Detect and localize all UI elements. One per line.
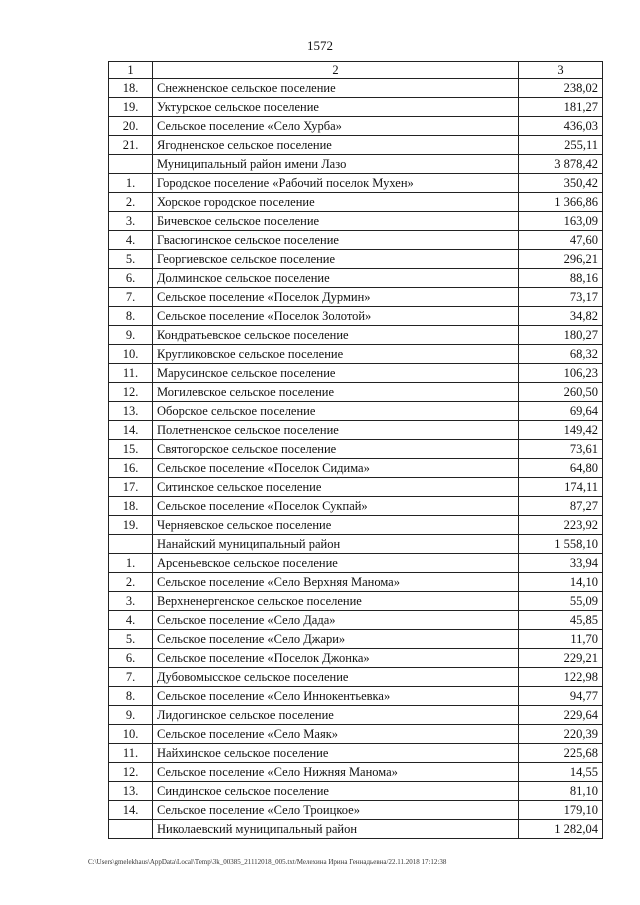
row-number: [109, 535, 153, 554]
row-value: 73,61: [519, 440, 603, 459]
header-col-2: 2: [153, 62, 519, 79]
row-name: Арсеньевское сельское поселение: [153, 554, 519, 573]
row-number: 3.: [109, 212, 153, 231]
row-name: Дубовомысское сельское поселение: [153, 668, 519, 687]
row-number: 2.: [109, 193, 153, 212]
table-row: [109, 782, 603, 801]
row-number: 10.: [109, 345, 153, 364]
table-row: [109, 554, 603, 573]
row-name: Бичевское сельское поселение: [153, 212, 519, 231]
row-number: 4.: [109, 231, 153, 250]
row-value: 1 366,86: [519, 193, 603, 212]
row-number: 6.: [109, 649, 153, 668]
row-value: 255,11: [519, 136, 603, 155]
row-value: 163,09: [519, 212, 603, 231]
table-row: [109, 345, 603, 364]
table-row: [109, 250, 603, 269]
row-value: 88,16: [519, 269, 603, 288]
row-name: Сельское поселение «Село Джари»: [153, 630, 519, 649]
row-number: 7.: [109, 288, 153, 307]
row-number: 2.: [109, 573, 153, 592]
table-row: [109, 193, 603, 212]
row-number: 8.: [109, 307, 153, 326]
row-number: 15.: [109, 440, 153, 459]
row-name: Долминское сельское поселение: [153, 269, 519, 288]
row-name: Марусинское сельское поселение: [153, 364, 519, 383]
table-row: [109, 611, 603, 630]
row-name: Сельское поселение «Село Троицкое»: [153, 801, 519, 820]
row-value: 229,64: [519, 706, 603, 725]
row-name: Ситинское сельское поселение: [153, 478, 519, 497]
row-value: 260,50: [519, 383, 603, 402]
row-value: 68,32: [519, 345, 603, 364]
table-row: [109, 649, 603, 668]
row-name: Хорское городское поселение: [153, 193, 519, 212]
data-table: [108, 61, 603, 839]
row-value: 64,80: [519, 459, 603, 478]
table-row: [109, 155, 603, 174]
row-value: 225,68: [519, 744, 603, 763]
row-name: Сельское поселение «Поселок Золотой»: [153, 307, 519, 326]
table-row: [109, 174, 603, 193]
row-name: Сельское поселение «Поселок Сидима»: [153, 459, 519, 478]
row-value: 122,98: [519, 668, 603, 687]
table-row: [109, 820, 603, 839]
table-row: [109, 402, 603, 421]
table-row: [109, 687, 603, 706]
table-row: [109, 98, 603, 117]
row-number: 17.: [109, 478, 153, 497]
row-value: 220,39: [519, 725, 603, 744]
row-value: 174,11: [519, 478, 603, 497]
table-row: [109, 592, 603, 611]
table-row: [109, 231, 603, 250]
row-name: Муниципальный район имени Лазо: [153, 155, 519, 174]
row-value: 14,10: [519, 573, 603, 592]
row-name: Сельское поселение «Село Иннокентьевка»: [153, 687, 519, 706]
header-col-1: 1: [109, 62, 153, 79]
table-row: [109, 459, 603, 478]
row-value: 1 282,04: [519, 820, 603, 839]
row-number: 10.: [109, 725, 153, 744]
table-row: [109, 288, 603, 307]
row-value: 223,92: [519, 516, 603, 535]
table-row: [109, 516, 603, 535]
row-value: 106,23: [519, 364, 603, 383]
table-row: [109, 136, 603, 155]
row-name: Сельское поселение «Поселок Сукпай»: [153, 497, 519, 516]
row-value: 45,85: [519, 611, 603, 630]
table-row: [109, 326, 603, 345]
row-value: 47,60: [519, 231, 603, 250]
table-header-row: [109, 62, 603, 79]
row-value: 296,21: [519, 250, 603, 269]
row-number: 18.: [109, 79, 153, 98]
row-number: 9.: [109, 706, 153, 725]
row-number: [109, 820, 153, 839]
table-row: [109, 79, 603, 98]
row-value: 3 878,42: [519, 155, 603, 174]
row-number: 8.: [109, 687, 153, 706]
row-name: Сельское поселение «Село Хурба»: [153, 117, 519, 136]
table-row: [109, 801, 603, 820]
row-value: 94,77: [519, 687, 603, 706]
table-row: [109, 744, 603, 763]
table-row: [109, 668, 603, 687]
row-name: Сельское поселение «Село Маяк»: [153, 725, 519, 744]
row-name: Могилевское сельское поселение: [153, 383, 519, 402]
row-name: Снежненское сельское поселение: [153, 79, 519, 98]
row-value: 1 558,10: [519, 535, 603, 554]
table-row: [109, 573, 603, 592]
row-value: 34,82: [519, 307, 603, 326]
table-row: [109, 364, 603, 383]
table-row: [109, 383, 603, 402]
row-name: Сельское поселение «Село Нижняя Манома»: [153, 763, 519, 782]
row-number: 4.: [109, 611, 153, 630]
row-number: [109, 155, 153, 174]
header-col-3: 3: [519, 62, 603, 79]
row-value: 436,03: [519, 117, 603, 136]
row-number: 3.: [109, 592, 153, 611]
row-number: 13.: [109, 782, 153, 801]
row-number: 7.: [109, 668, 153, 687]
row-name: Синдинское сельское поселение: [153, 782, 519, 801]
row-value: 179,10: [519, 801, 603, 820]
row-name: Сельское поселение «Село Дада»: [153, 611, 519, 630]
table-row: [109, 117, 603, 136]
row-number: 1.: [109, 554, 153, 573]
row-number: 1.: [109, 174, 153, 193]
row-number: 21.: [109, 136, 153, 155]
row-number: 11.: [109, 744, 153, 763]
page-number: 1572: [307, 38, 333, 53]
table-row: [109, 421, 603, 440]
row-value: 350,42: [519, 174, 603, 193]
row-number: 19.: [109, 516, 153, 535]
row-value: 149,42: [519, 421, 603, 440]
table-row: [109, 478, 603, 497]
row-value: 238,02: [519, 79, 603, 98]
table-row: [109, 307, 603, 326]
row-name: Ягодненское сельское поселение: [153, 136, 519, 155]
row-name: Оборское сельское поселение: [153, 402, 519, 421]
row-number: 12.: [109, 383, 153, 402]
row-number: 6.: [109, 269, 153, 288]
row-number: 5.: [109, 250, 153, 269]
table-row: [109, 269, 603, 288]
row-value: 180,27: [519, 326, 603, 345]
table-row: [109, 535, 603, 554]
row-value: 181,27: [519, 98, 603, 117]
row-value: 73,17: [519, 288, 603, 307]
row-name: Нанайский муниципальный район: [153, 535, 519, 554]
row-name: Гвасюгинское сельское поселение: [153, 231, 519, 250]
row-value: 11,70: [519, 630, 603, 649]
row-name: Кругликовское сельское поселение: [153, 345, 519, 364]
row-value: 55,09: [519, 592, 603, 611]
row-number: 11.: [109, 364, 153, 383]
row-value: 81,10: [519, 782, 603, 801]
row-name: Сельское поселение «Село Верхняя Манома»: [153, 573, 519, 592]
table-row: [109, 725, 603, 744]
table-row: [109, 440, 603, 459]
row-name: Уктурское сельское поселение: [153, 98, 519, 117]
row-name: Черняевское сельское поселение: [153, 516, 519, 535]
table-row: [109, 497, 603, 516]
row-name: Сельское поселение «Поселок Дурмин»: [153, 288, 519, 307]
row-name: Георгиевское сельское поселение: [153, 250, 519, 269]
row-number: 18.: [109, 497, 153, 516]
row-name: Кондратьевское сельское поселение: [153, 326, 519, 345]
row-number: 19.: [109, 98, 153, 117]
table-row: [109, 212, 603, 231]
row-value: 69,64: [519, 402, 603, 421]
row-number: 12.: [109, 763, 153, 782]
row-number: 14.: [109, 421, 153, 440]
row-value: 229,21: [519, 649, 603, 668]
table-row: [109, 763, 603, 782]
row-number: 16.: [109, 459, 153, 478]
row-number: 14.: [109, 801, 153, 820]
footer-file-path: C:\Users\gmelekhaus\AppData\Local\Temp\3k_00385_21112018_005.txt/Мелехина Ирина Геннадьевна/22.11.2018 17:12:38: [88, 858, 447, 866]
row-number: 13.: [109, 402, 153, 421]
row-number: 20.: [109, 117, 153, 136]
table-row: [109, 630, 603, 649]
row-number: 5.: [109, 630, 153, 649]
row-name: Полетненское сельское поселение: [153, 421, 519, 440]
row-value: 87,27: [519, 497, 603, 516]
row-number: 9.: [109, 326, 153, 345]
row-value: 14,55: [519, 763, 603, 782]
row-name: Лидогинское сельское поселение: [153, 706, 519, 725]
row-name: Верхненергенское сельское поселение: [153, 592, 519, 611]
row-name: Святогорское сельское поселение: [153, 440, 519, 459]
table-row: [109, 706, 603, 725]
row-name: Сельское поселение «Поселок Джонка»: [153, 649, 519, 668]
row-name: Николаевский муниципальный район: [153, 820, 519, 839]
row-value: 33,94: [519, 554, 603, 573]
row-name: Найхинское сельское поселение: [153, 744, 519, 763]
row-name: Городское поселение «Рабочий поселок Мухен»: [153, 174, 519, 193]
